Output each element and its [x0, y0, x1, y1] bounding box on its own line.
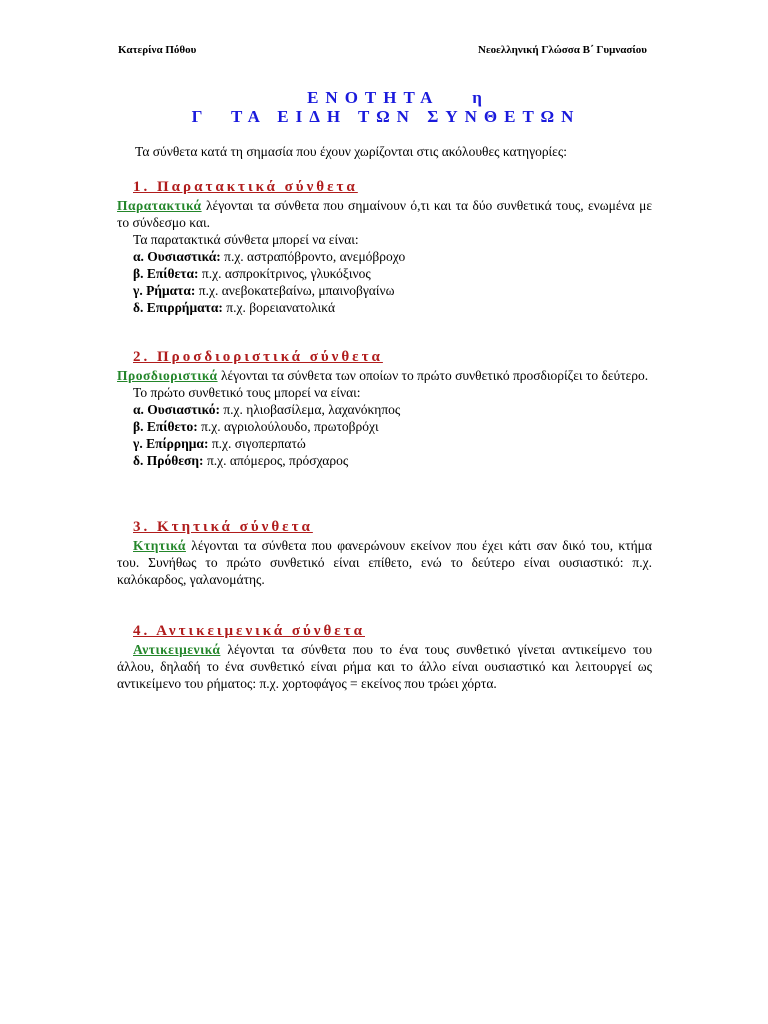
keyword: Αντικειμενικά	[133, 642, 221, 657]
item-label: γ. Επίρρημα:	[133, 436, 209, 451]
unit-title: ΕΝΟΤΗΤΑ η	[307, 88, 489, 107]
section-lead: Τα παρατακτικά σύνθετα μπορεί να είναι:	[133, 232, 359, 247]
item-text: π.χ. ανεβοκατεβαίνω, μπαινοβγαίνω	[195, 283, 395, 298]
definition-text: λέγονται τα σύνθετα των οποίων το πρώτο συνθετικό προσδιορίζει το δεύτερο.	[217, 368, 649, 383]
section-heading: 4. Αντικειμενικά σύνθετα	[133, 623, 365, 639]
section-objective	[117, 622, 652, 692]
header-course: Νεοελληνική Γλώσσα Β΄ Γυμνασίου	[478, 44, 647, 56]
keyword: Παρατακτικά	[117, 198, 202, 213]
section-possessive	[117, 518, 652, 588]
item-label: β. Επίθετα:	[133, 266, 199, 281]
definition-text: λέγονται τα σύνθετα που σημαίνουν ό,τι και τα δύο συνθετικά τους, ενωμένα με το σύνδεσμο και.	[117, 198, 652, 230]
section-heading: 3. Κτητικά σύνθετα	[133, 519, 313, 535]
item-label: β. Επίθετο:	[133, 419, 198, 434]
list-item	[117, 299, 652, 316]
item-label: α. Ουσιαστικά:	[133, 249, 221, 264]
list-item	[117, 435, 652, 452]
list-item	[117, 265, 652, 282]
intro-text: Τα σύνθετα κατά τη σημασία που έχουν χωρίζονται στις ακόλουθες κατηγορίες:	[135, 144, 567, 159]
item-text: π.χ. αστραπόβροντο, ανεμόβροχο	[220, 249, 406, 264]
keyword: Προσδιοριστικά	[117, 368, 218, 383]
section-definition	[117, 537, 652, 588]
keyword: Κτητικά	[133, 538, 186, 553]
definition-text: λέγονται τα σύνθετα που το ένα τους συνθετικό γίνεται αντικείμενο του άλλου, δηλαδή το ένα συνθετικό είναι ρήμα και το άλλο είναι ουσιαστικό και λειτουργεί ως αντικείμενο του ρήματος: π.χ. χορτοφάγος = εκείνος που τρώει χόρτα.	[117, 642, 652, 691]
section-lead: Το πρώτο συνθετικό τους μπορεί να είναι:	[133, 385, 361, 400]
item-text: π.χ. ηλιοβασίλεμα, λαχανόκηπος	[219, 402, 401, 417]
item-label: δ. Επιρρήματα:	[133, 300, 223, 315]
item-text: π.χ. απόμερος, πρόσχαρος	[203, 453, 349, 468]
item-label: α. Ουσιαστικό:	[133, 402, 220, 417]
item-label: δ. Πρόθεση:	[133, 453, 204, 468]
list-item	[117, 282, 652, 299]
item-label: γ. Ρήματα:	[133, 283, 196, 298]
item-text: π.χ. σιγοπερπατώ	[208, 436, 306, 451]
section-heading: 2. Προσδιοριστικά σύνθετα	[133, 349, 383, 365]
section-definition	[117, 641, 652, 692]
section-paratactic	[117, 178, 652, 316]
item-text: π.χ. αγριολούλουδο, πρωτοβρόχι	[197, 419, 379, 434]
section-determinative	[117, 348, 652, 469]
section-definition	[117, 197, 652, 231]
list-item	[117, 248, 652, 265]
list-item	[117, 401, 652, 418]
list-item	[117, 418, 652, 435]
item-text: π.χ. ασπροκίτρινος, γλυκόξινος	[198, 266, 371, 281]
item-text: π.χ. βορειανατολικά	[222, 300, 336, 315]
section-definition	[117, 367, 652, 384]
section-heading: 1. Παρατακτικά σύνθετα	[133, 179, 358, 195]
unit-subtitle: Γ ΤΑ ΕΙΔΗ ΤΩΝ ΣΥΝΘΕΤΩΝ	[191, 107, 581, 126]
header-author: Κατερίνα Πόθου	[118, 44, 197, 56]
definition-text: λέγονται τα σύνθετα που φανερώνουν εκείνον που έχει κάτι σαν δικό του, κτήμα του. Συνήθως το πρώτο συνθετικό είναι επίθετο, ενώ το δεύτερο είναι ουσιαστικό: π.χ. καλόκαρδος, γαλανομάτης.	[117, 538, 652, 587]
list-item	[117, 452, 652, 469]
